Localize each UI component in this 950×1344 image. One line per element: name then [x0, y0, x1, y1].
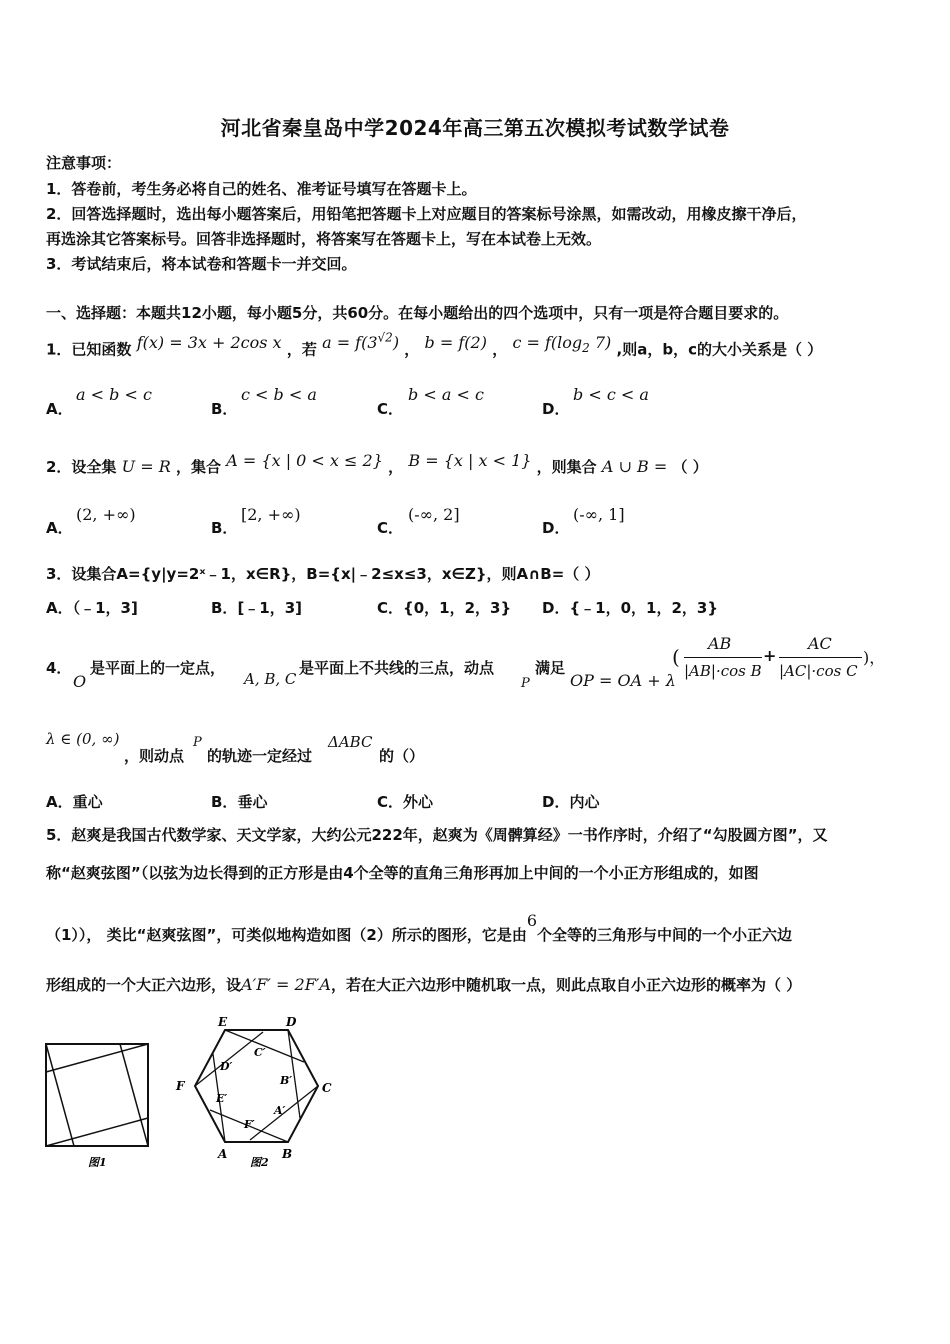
q2-tail: ，则集合 — [536, 458, 597, 476]
q4-equation: OP = OA + λ — [570, 671, 676, 690]
q4-close-paren: )， — [863, 648, 886, 667]
q4-lambda-range: λ ∈ (0, ∞) — [46, 730, 120, 748]
q4-fraction-2-numerator: AC — [808, 634, 832, 653]
figure-2-hexagon-diagram — [170, 1010, 340, 1172]
q4-lead: 4． — [46, 659, 72, 677]
figure-1-label: 图1 — [88, 1156, 107, 1169]
hex-label-e: E — [218, 1015, 228, 1029]
notice-heading: 注意事项： — [46, 154, 122, 172]
q1-option-b: c < b < a — [241, 385, 317, 404]
figure-2-label: 图2 — [250, 1156, 269, 1169]
q4-option-d: D．内心 — [542, 793, 600, 811]
q2-option-a: (2, +∞) — [76, 505, 136, 524]
notice-item-3: 3．考试结束后，将本试卷和答题卡一并交回。 — [46, 255, 357, 273]
q2-option-c: (-∞, 2] — [408, 505, 460, 524]
q4-text-5: 的轨迹一定经过 — [207, 747, 313, 765]
q5-line-4a: 形组成的一个大正六边形，设 — [46, 976, 242, 994]
q2-set-b: B = {x | x < 1} — [408, 451, 532, 470]
q4-fraction-2-bar — [779, 657, 862, 658]
hex-label-f: F — [176, 1079, 185, 1093]
q3-option-a: A．（﹣1，3] — [46, 599, 138, 617]
q1-option-c-label: C． — [377, 400, 404, 418]
q3-option-d: D．{﹣1，0，1，2，3} — [542, 599, 718, 617]
question-2 — [46, 451, 708, 477]
q1-option-b-label: B． — [211, 400, 238, 418]
q2-option-d: (-∞, 1] — [573, 505, 625, 524]
q4-point-p-2: P — [193, 735, 202, 750]
hex-label-d-prime: D′ — [220, 1060, 233, 1073]
q4-option-a: A．重心 — [46, 793, 103, 811]
figure-1-zhao-shuang-diagram — [40, 1036, 156, 1170]
q3-option-b: B．[﹣1，3] — [211, 599, 303, 617]
question-1 — [46, 331, 823, 362]
q4-text-6: 的（） — [379, 747, 425, 765]
notice-item-2: 2．回答选择题时，选出每小题答案后，用铅笔把答题卡上对应题目的答案标号涂黑，如需改动，用橡皮擦干净后， — [46, 205, 807, 223]
q2-set-a: A = {x | 0 < x ≤ 2} — [226, 451, 383, 470]
q4-points-abc: A, B, C — [244, 670, 297, 688]
q4-point-p: P — [521, 676, 530, 691]
q1-option-d-label: D． — [542, 400, 570, 418]
q5-line-3a: （1））， 类比“赵爽弦图”，可类似地构造如图（2）所示的图形，它是由 — [46, 926, 527, 944]
q1-option-c: b < a < c — [408, 385, 484, 404]
q4-point-o: O — [73, 672, 87, 691]
q4-fraction-1-numerator: AB — [708, 634, 732, 653]
q5-line-3 — [46, 911, 793, 945]
q2-union: A ∪ B = — [601, 457, 668, 476]
q2-universal-set: U = R — [121, 457, 171, 476]
hex-label-d: D — [286, 1015, 297, 1029]
q2-sep: ， — [388, 458, 404, 476]
q1-function: f(x) = 3x + 2cos x — [136, 333, 282, 353]
q2-mid: ，集合 — [176, 458, 222, 476]
q2-end: （ ） — [672, 458, 708, 476]
q1-option-d: b < c < a — [573, 385, 649, 404]
q4-option-b: B．垂心 — [211, 793, 268, 811]
hex-label-a-prime: A′ — [274, 1104, 286, 1117]
q1-option-a: a < b < c — [76, 385, 152, 404]
q5-line-4b: ，若在大正六边形中随机取一点，则此点取自小正六边形的概率为（ ） — [330, 976, 802, 994]
hex-label-c: C — [322, 1081, 332, 1095]
hex-label-f-prime: F′ — [244, 1118, 255, 1131]
hex-label-b-prime: B′ — [280, 1074, 293, 1087]
notice-item-1: 1．答卷前，考生务必将自己的姓名、准考证号填写在答题卡上。 — [46, 180, 477, 198]
page-title: 河北省秦皇岛中学2024年高三第五次模拟考试数学试卷 — [220, 116, 730, 140]
q5-line-1: 5．赵爽是我国古代数学家、天文学家，大约公元222年，赵爽为《周髀算经》一书作序时，介绍了“勾股圆方图”，又 — [46, 826, 828, 844]
q4-fraction-1-denominator: |AB|·cos B — [684, 662, 762, 680]
q2-option-b-label: B． — [211, 519, 238, 537]
hex-label-a: A — [218, 1147, 228, 1161]
q4-text-2: 是平面上不共线的三点，动点 — [299, 659, 495, 677]
hex-label-b: B — [282, 1147, 293, 1161]
q5-line-2: 称“赵爽弦图”（以弦为边长得到的正方形是由4个全等的直角三角形再加上中间的一个小正方形组成的，如图 — [46, 864, 759, 882]
q2-option-b: [2, +∞) — [241, 505, 301, 524]
q4-plus: + — [763, 646, 777, 665]
q5-line-4 — [46, 974, 801, 995]
q1-option-a-label: A． — [46, 400, 73, 418]
q4-fraction-2-denominator: |AC|·cos C — [779, 662, 858, 680]
q4-text-4: ，则动点 — [124, 747, 185, 765]
q4-text-1: 是平面上的一定点， — [90, 659, 226, 677]
q5-six: 6 — [526, 911, 538, 930]
q2-option-c-label: C． — [377, 519, 404, 537]
q1-tail: ,则a，b，c的大小关系是（ ） — [616, 340, 823, 359]
q1-c-def: $c = f(\log_2$ 7) — [512, 333, 612, 356]
q1-sep-1: ， — [404, 340, 420, 359]
hex-label-c-prime: C′ — [254, 1046, 266, 1059]
question-3: 3．设集合A={y|y=2ˣ﹣1，x∈R}，B={x|﹣2≤x≤3，x∈Z}，则A∩B=（ ） — [46, 565, 600, 583]
q2-option-a-label: A． — [46, 519, 73, 537]
q4-triangle: ΔABC — [328, 733, 373, 751]
q4-option-c: C．外心 — [377, 793, 434, 811]
q1-a-def: $a = f(3^{√2})$ — [322, 331, 400, 353]
q2-lead: 2．设全集 — [46, 458, 117, 476]
q5-condition: A′F′ = 2F′A — [241, 975, 331, 994]
q1-lead: 1．已知函数 — [46, 340, 132, 359]
q1-b-def: b = f(2) — [424, 333, 487, 353]
notice-item-2b: 再选涂其它答案标号。回答非选择题时，将答案写在答题卡上，写在本试卷上无效。 — [46, 230, 602, 248]
q5-line-3b: 个全等的三角形与中间的一个小正六边 — [537, 926, 793, 944]
section-heading: 一、选择题：本题共12小题，每小题5分，共60分。在每小题给出的四个选项中，只有一项是符合题目要求的。 — [46, 304, 789, 322]
hex-label-e-prime: E′ — [216, 1092, 228, 1105]
q4-text-3: 满足 — [535, 659, 566, 677]
q4-fraction-1-bar — [684, 657, 762, 658]
q1-sep-2: ， — [492, 340, 508, 359]
q2-option-d-label: D． — [542, 519, 570, 537]
q3-option-c: C．{0，1，2，3} — [377, 599, 512, 617]
q1-mid: ，若 — [286, 340, 317, 359]
q4-open-paren: ( — [672, 645, 680, 669]
